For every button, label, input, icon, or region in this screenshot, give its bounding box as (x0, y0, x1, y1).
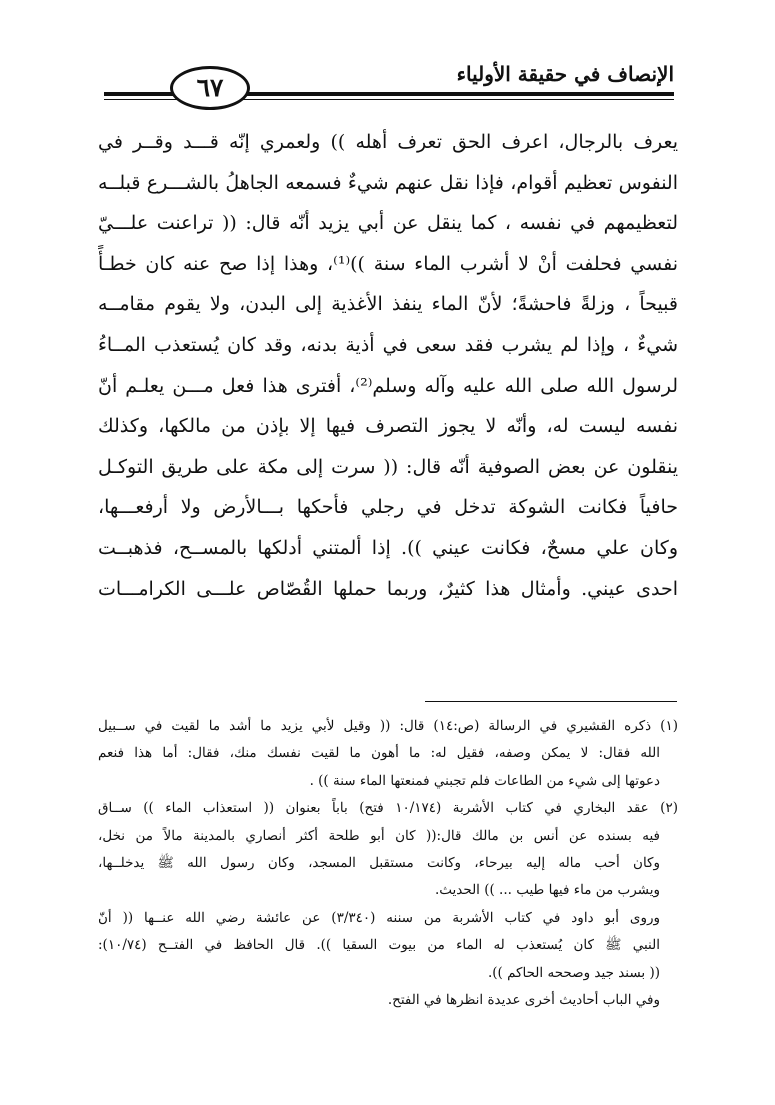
footnotes (98, 713, 678, 1014)
footnote-line: الله فقال: لا يمكن وصفه، فقيل له: ما أهون ما لقيت نفسك منك، فقال: أما هذا فنعم (98, 745, 660, 762)
footnote-line: وروى أبو داود في كتاب الأشربة من سننه (٣/٣٤٠) عن عائشة رضي الله عنــها (( أنّ (98, 909, 661, 926)
book-title: الإنصاف في حقيقة الأولياء (456, 62, 674, 86)
footnote-line: (( بسند جيد وصححه الحاكم )). (487, 964, 660, 981)
text-line: النفوس تعظيم أقوام، فإذا نقل عنهم شيءٌ فسمعه الجاهلُ بالشـــرع قبلــه (98, 171, 678, 194)
footnote-line: النبي ﷺ كان يُستعذب له الماء من بيوت السقيا )). قال الحافظ في الفتــح (١٠/٧٤): (98, 937, 660, 954)
text-line: قبيحاً ، وزلةً فاحشةً؛ لأنّ الماء ينفذ الأغذية إلى البدن، ولا يقوم مقامــه (98, 293, 678, 316)
footnote-separator (425, 701, 677, 702)
footnote-line: (١) ذكره القشيري في الرسالة (ص:١٤) قال: (( وقيل لأبي يزيد ما أشد ما لقيت في ســبيل (98, 718, 678, 734)
text-line: نفسه ليست له، وأنّه لا يجوز التصرف فيها إلا بإذن من مالكها، وكذلك (98, 415, 678, 438)
running-header (104, 62, 674, 100)
text-line: حافياً فكانت الشوكة تدخل في رجلي فأحكها بـــالأرض ولا أرفعـــها، (98, 496, 678, 519)
text-line: لتعظيمهم في نفسه ، كما ينقل عن أبي يزيد أنّه قال: (( تراعنت علـــيّ (98, 212, 678, 235)
footnote-line: وفي الباب أحاديث أخرى عديدة انظرها في الفتح. (387, 991, 660, 1008)
page-number: ٦٧ (170, 66, 250, 110)
text-line: احدى عيني. وأمثال هذا كثيرٌ، وربما حملها القُصّاص علـــى الكرامـــات (98, 577, 678, 600)
footnote-line: فيه بسنده عن أنس بن مالك قال:(( كان أبو طلحة أكثر أنصاري بالمدينة مالاً من نخل، (98, 827, 660, 844)
text-line: شيءٌ ، وإذا لم يشرب فقد سعى في أذية بدنه، وقد كان يُستعذب المــاءُ (98, 333, 678, 356)
main-text (98, 122, 678, 609)
text-line: وكان علي مسحٌ، فكانت عيني )). إذا ألمتني أدلكها بالمســح، فذهبــت (98, 536, 678, 559)
footnote-line: دعوتها إلى شيء من الطاعات فلم تجبني فمنعتها الماء سنة )) . (309, 772, 660, 789)
footnote-line: وكان أحب ماله إليه بيرحاء، وكانت مستقبل المسجد، وكان رسول الله ﷺ يدخلــها، (98, 854, 660, 871)
footnote-line: (٢) عقد البخاري في كتاب الأشربة (١٠/١٧٤ فتح) باباً بعنوان (( استعذاب الماء )) ســاق (98, 800, 678, 817)
text-line: ينقلون عن بعض الصوفية أنّه قال: (( سرت إلى مكة على طريق التوكـل (98, 455, 678, 478)
text-line: يعرف بالرجال، اعرف الحق تعرف أهله )) ولعمري إنّه قـــد وقــر في (98, 131, 678, 153)
text-line: لرسول الله صلى الله عليه وآله وسلم⁽²⁾، أفترى هذا فعل مـــن يعلـم أنّ (98, 374, 678, 397)
footnote-line: ويشرب من ماء فيها طيب ... )) الحديث. (434, 882, 660, 899)
text-line: نفسي فحلفت أنْ لا أشرب الماء سنة ))⁽¹⁾، وهذا إذا صح عنه كان خطـأً (98, 252, 678, 275)
